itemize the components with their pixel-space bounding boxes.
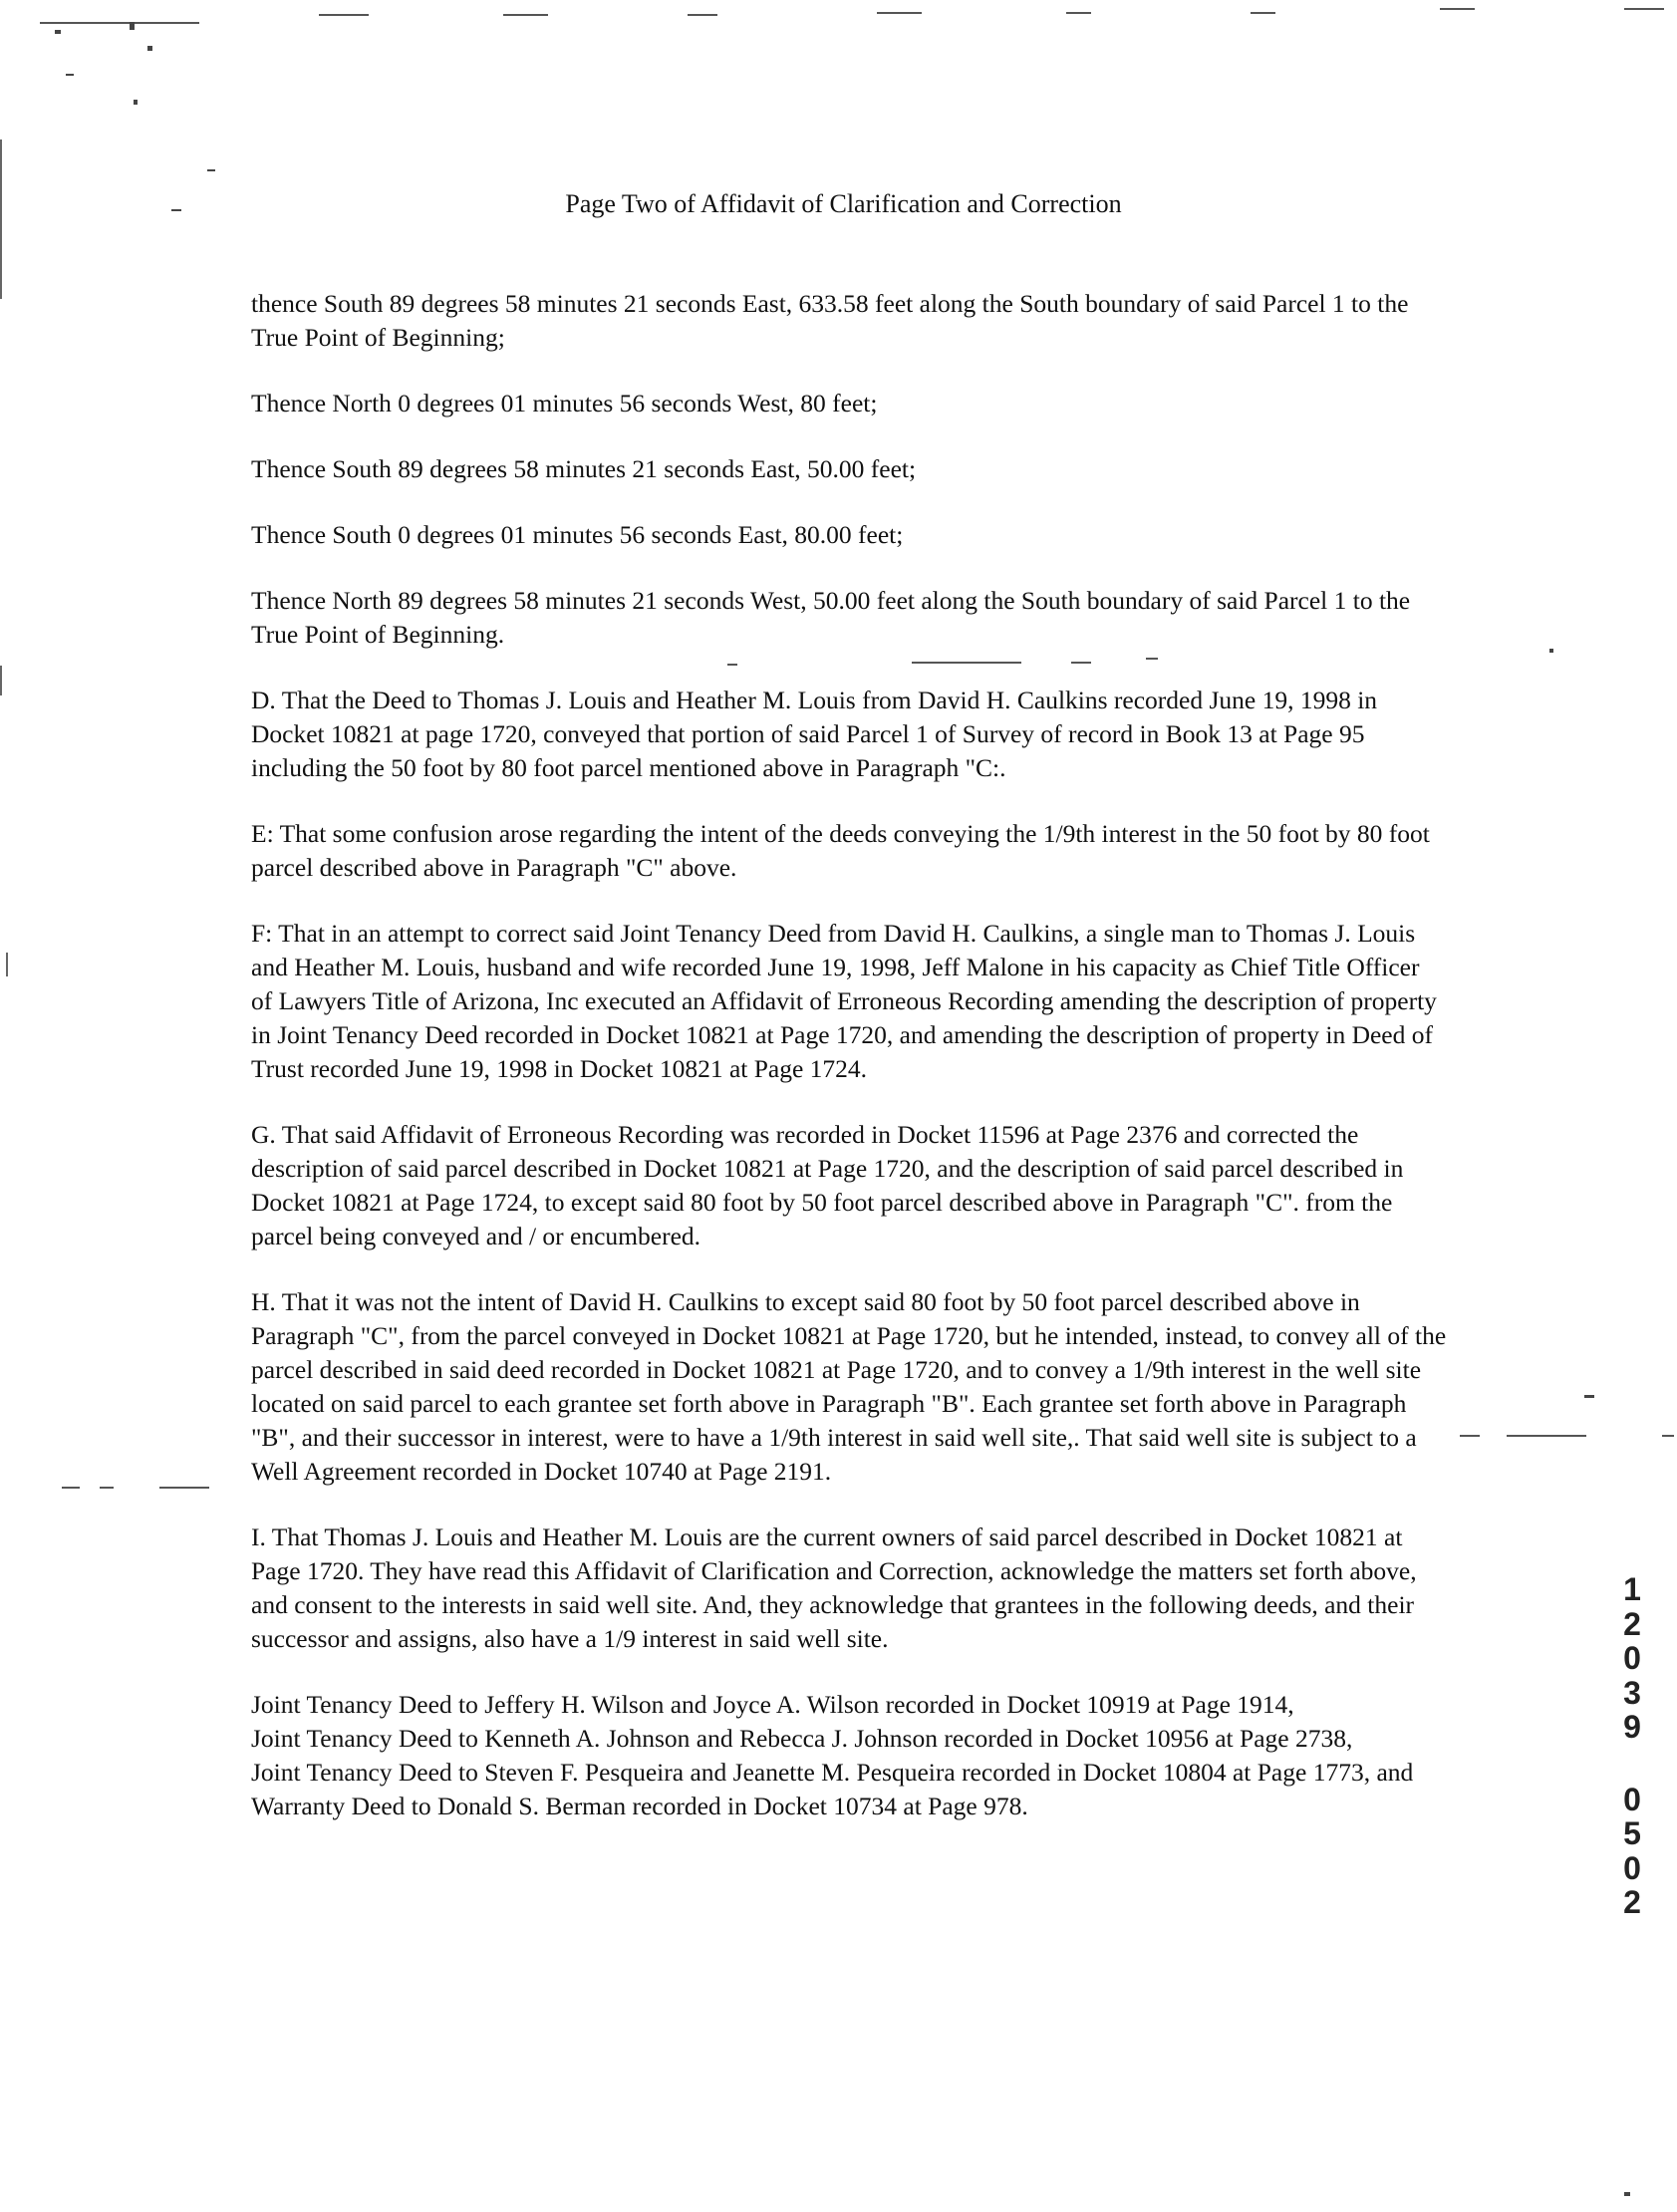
- scan-mark: [1251, 12, 1275, 14]
- scan-mark: [1507, 1435, 1586, 1437]
- metes-bounds-course: Thence South 0 degrees 01 minutes 56 seconds East, 80.00 feet;: [251, 520, 904, 549]
- paragraph-d: D. That the Deed to Thomas J. Louis and Heather M. Louis from David H. Caulkins recorded June 19, 1998 in Docket 10821 at page 1720, conveyed that portion of said Parcel 1 of Survey of record in Book 13 at Page 95 including the 50 foot by 80 foot parcel mentioned above in Paragraph "C:.: [251, 686, 1378, 782]
- recording-digit: 3: [1623, 1674, 1641, 1711]
- deed-list: [251, 1688, 1447, 1823]
- metes-bounds-course: Thence North 89 degrees 58 minutes 21 seconds West, 50.00 feet along the South boundary of said Parcel 1 to the True Point of Beginning.: [251, 586, 1411, 649]
- scan-mark: [1460, 1435, 1480, 1437]
- recording-digit: 0: [1623, 1640, 1641, 1676]
- recording-digit: 2: [1623, 1884, 1641, 1920]
- metes-bounds-course: Thence South 89 degrees 58 minutes 21 seconds East, 50.00 feet;: [251, 454, 917, 483]
- scan-dot: [55, 30, 61, 34]
- scan-mark: [1662, 1435, 1674, 1437]
- scan-dot: [1624, 2192, 1630, 2196]
- recording-digit: 0: [1623, 1849, 1641, 1886]
- paragraph-h: H. That it was not the intent of David H. Caulkins to except said 80 foot by 50 foot parcel described above in Paragraph "C", from the parcel conveyed in Docket 10821 at Page 1720, but he intended, instead, to convey all of the parcel described in said deed recorded in Docket 10821 at Page 1720, and to convey a 1/9th interest in the well site located on said parcel to each grantee set forth above in Paragraph "B". Each grantee set forth above in Paragraph "B", and their successor in interest, were to have a 1/9th interest in said well site,. That said well site is subject to a Well Agreement recorded in Docket 10740 at Page 2191.: [251, 1287, 1447, 1486]
- scan-mark: [40, 22, 199, 24]
- recording-digit: 9: [1623, 1709, 1641, 1745]
- scan-mark: [62, 1487, 80, 1489]
- page-title: Page Two of Affidavit of Clarification and Correction: [565, 189, 1122, 218]
- scan-mark: [1624, 8, 1664, 10]
- paragraph-g: G. That said Affidavit of Erroneous Recording was recorded in Docket 11596 at Page 2376 and corrected the description of said parcel described in Docket 10821 at Page 1720, and the description of said parcel described in Docket 10821 at Page 1724, to except said 80 foot by 50 foot parcel described above in Paragraph "C". from the parcel being conveyed and / or encumbered.: [251, 1120, 1404, 1250]
- scan-mark: [688, 14, 717, 16]
- document-body: [251, 287, 1447, 1823]
- scan-dot: [1584, 1395, 1594, 1398]
- deed-item: Warranty Deed to Donald S. Berman recorded in Docket 10734 at Page 978.: [251, 1792, 1028, 1820]
- paragraph-f: F: That in an attempt to correct said Joint Tenancy Deed from David H. Caulkins, a single man to Thomas J. Louis and Heather M. Louis, husband and wife recorded June 19, 1998, Jeff Malone in his capacity as Chief Title Officer of Lawyers Title of Arizona, Inc executed an Affidavit of Erroneous Recording amending the description of property in Joint Tenancy Deed recorded in Docket 10821 at Page 1720, and amending the description of property in Deed of Trust recorded June 19, 1998 in Docket 10821 at Page 1724.: [251, 919, 1437, 1083]
- scan-mark: [877, 12, 922, 14]
- scan-dot: [147, 46, 152, 51]
- recording-digit: 2: [1623, 1605, 1641, 1642]
- scan-mark: [159, 1487, 209, 1489]
- paragraph-i: I. That Thomas J. Louis and Heather M. Louis are the current owners of said parcel described in Docket 10821 at Page 1720. They have read this Affidavit of Clarification and Correction, acknowledge the matters set forth above, and consent to the interests in said well site. And, they acknowledge that grantees in the following deeds, and their successor and assigns, also have a 1/9 interest in said well site.: [251, 1522, 1417, 1653]
- scan-mark: [100, 1487, 114, 1489]
- scan-edge: [6, 953, 8, 976]
- scan-mark: [1440, 8, 1475, 10]
- deed-item: Joint Tenancy Deed to Steven F. Pesqueira and Jeanette M. Pesqueira recorded in Docket 10804 at Page 1773, and: [251, 1758, 1414, 1787]
- deed-item: Joint Tenancy Deed to Kenneth A. Johnson and Rebecca J. Johnson recorded in Docket 10956 at Page 2738,: [251, 1724, 1353, 1753]
- scan-dot: [1549, 649, 1553, 653]
- scan-dot: [207, 169, 215, 171]
- recording-digit: 1: [1623, 1571, 1641, 1607]
- scan-dot: [130, 22, 135, 30]
- metes-bounds-course: Thence North 0 degrees 01 minutes 56 seconds West, 80 feet;: [251, 389, 878, 417]
- paragraph-e: E: That some confusion arose regarding the intent of the deeds conveying the 1/9th interest in the 50 foot by 80 foot parcel described above in Paragraph "C" above.: [251, 819, 1430, 882]
- scan-edge: [0, 666, 2, 695]
- scan-dot: [66, 74, 74, 76]
- recording-number: [1612, 1572, 1652, 1920]
- scan-dot: [134, 100, 138, 105]
- scan-edge: [0, 139, 2, 299]
- scan-mark: [1066, 12, 1091, 14]
- metes-bounds-course: thence South 89 degrees 58 minutes 21 seconds East, 633.58 feet along the South boundary of said Parcel 1 to the True Point of Beginning;: [251, 289, 1409, 352]
- recording-gap: [1612, 1745, 1652, 1783]
- scan-mark: [319, 14, 369, 16]
- deed-item: Joint Tenancy Deed to Jeffery H. Wilson and Joyce A. Wilson recorded in Docket 10919 at Page 1914,: [251, 1690, 1294, 1719]
- recording-digit: 5: [1623, 1815, 1641, 1851]
- recording-digit: 0: [1623, 1781, 1641, 1817]
- scan-mark: [503, 14, 548, 16]
